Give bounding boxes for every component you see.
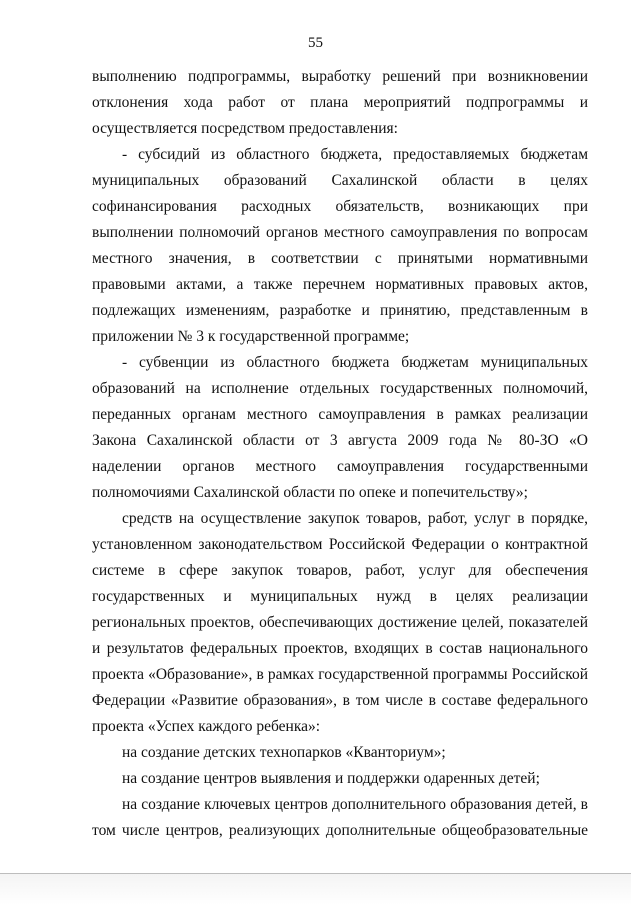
document-body [92, 64, 588, 844]
paragraph-subsidies: - субсидий из областного бюджета, предоставляемых бюджетам муниципальных образований Сахалинской области в целях софинансирования расходных обязательств, возникающих при выполнении полномочий органов местного самоуправления по вопросам местного значения, в соответствии с принятыми нормативными правовыми актами, а также перечнем нормативных правовых актов, подлежащих изменениям, разработке и принятию, представленным в приложении № 3 к государственной программе; [92, 146, 588, 345]
list-item-technoparks: на создание детских технопарков «Кванториум»; [122, 744, 446, 761]
paragraph-subventions: - субвенции из областного бюджета бюджетам муниципальных образований на исполнение отдельных государственных полномочий, переданных органам местного самоуправления в рамках реализации Закона Сахалинской области от 3 августа 2009 года № 80-ЗО «О наделении органов местного самоуправления государственными полномочиями Сахалинской области по опеке и попечительству»; [92, 354, 588, 501]
list-item-gifted-children-centers: на создание центров выявления и поддержки одаренных детей; [122, 770, 540, 787]
scan-edge-shadow [0, 874, 631, 905]
list-item-key-centers: на создание ключевых центров дополнительного образования детей, в том числе центров, реализующих дополнительные общеобразовательные [92, 796, 588, 839]
paragraph-procurement: средств на осуществление закупок товаров, работ, услуг в порядке, установленном законодательством Российской Федерации о контрактной системе в сфере закупок товаров, работ, услуг для обеспечения государственных и муниципальных нужд в целях реализации региональных проектов, обеспечивающих достижение целей, показателей и результатов федеральных проектов, входящих в состав национального проекта «Образование», в рамках государственной программы Российской Федерации «Развитие образования», в том числе в составе федерального проекта «Успех каждого ребенка»: [92, 510, 588, 735]
page-number: 55 [308, 35, 323, 51]
paragraph-continuation: выполнению подпрограммы, выработку решений при возникновении отклонения хода работ от плана мероприятий подпрограммы и осуществляется посредством предоставления: [92, 68, 588, 137]
